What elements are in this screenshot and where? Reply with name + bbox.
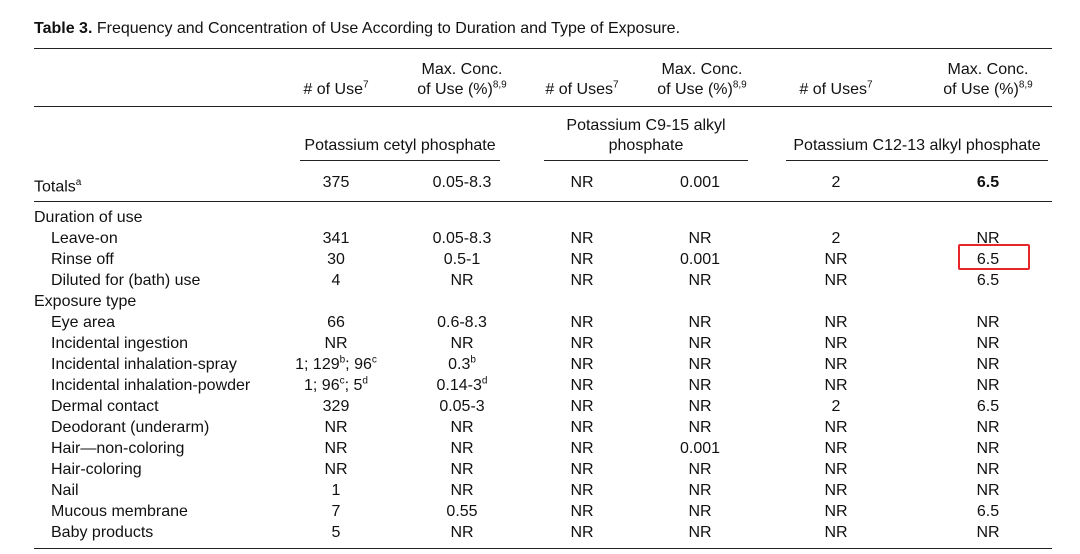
row-label: Baby products [51, 524, 154, 541]
table-row [0, 438, 1080, 459]
table-cell: NR [570, 230, 594, 247]
table-cell: NR [450, 440, 474, 457]
table-cell: NR [570, 356, 594, 373]
table-cell: NR [976, 230, 1000, 247]
table-row [0, 354, 1080, 375]
totals-rule [34, 201, 1052, 202]
table-cell: 341 [322, 230, 350, 247]
totals-cell: 375 [322, 174, 350, 191]
table-cell: NR [450, 524, 474, 541]
header-uses-b: # of Uses$^7$ [545, 79, 619, 98]
table-cell: NR [570, 314, 594, 331]
header-uses-a: # of Use$^7$ [303, 79, 369, 98]
table-cell: NR [824, 503, 848, 520]
table-cell: NR [976, 377, 1000, 394]
table-cell: 0.55 [446, 503, 478, 520]
table-cell: NR [976, 314, 1000, 331]
table-row [0, 480, 1080, 501]
table-cell: NR [824, 335, 848, 352]
table-row [0, 312, 1080, 333]
table-row [0, 270, 1080, 291]
table-cell: NR [570, 251, 594, 268]
table-cell: 6.5 [976, 398, 1000, 415]
table-cell: NR [570, 335, 594, 352]
row-label: Hair—non-coloring [51, 440, 185, 457]
table-cell: NR [570, 503, 594, 520]
table-cell: NR [570, 524, 594, 541]
table-cell: NR [688, 230, 712, 247]
table-cell: 1; 96$^c$; 5$^d$ [304, 375, 368, 394]
group-header-c9-15: Potassium C9-15 alkyl phosphate [566, 117, 726, 154]
table-cell: NR [824, 524, 848, 541]
table-cell: 1 [331, 482, 341, 499]
table-cell: 66 [327, 314, 345, 331]
table-cell: NR [688, 335, 712, 352]
header-maxconc-b: Max. Conc. of Use (%)$^{8,9}$ [657, 61, 747, 98]
table-caption-label: Table 3. [34, 20, 93, 37]
table-cell: NR [450, 335, 474, 352]
section-exposure: Exposure type [34, 293, 137, 310]
header-rule [34, 106, 1052, 107]
table-cell: NR [688, 272, 712, 289]
table-cell: NR [824, 377, 848, 394]
table-cell: NR [324, 419, 348, 436]
table-cell: NR [450, 461, 474, 478]
table-cell: 0.001 [679, 251, 721, 268]
table-cell: 30 [327, 251, 345, 268]
table-cell: NR [570, 398, 594, 415]
table-caption [34, 20, 680, 38]
table-cell: NR [824, 356, 848, 373]
table-cell: NR [450, 419, 474, 436]
table-cell: 0.6-8.3 [437, 314, 487, 331]
table-row [0, 228, 1080, 249]
group-rule-cetyl [300, 160, 500, 161]
header-maxconc-c: Max. Conc. of Use (%)$^{8,9}$ [943, 61, 1033, 98]
table-cell: NR [570, 272, 594, 289]
table-cell: NR [450, 272, 474, 289]
table-cell: NR [324, 461, 348, 478]
table-cell: NR [976, 482, 1000, 499]
table-cell: NR [976, 461, 1000, 478]
row-label: Leave-on [51, 230, 118, 247]
top-rule [34, 48, 1052, 49]
table-cell: NR [688, 398, 712, 415]
table-row [0, 459, 1080, 480]
table-cell: NR [824, 272, 848, 289]
table-cell: NR [688, 461, 712, 478]
table-cell: 0.05-3 [439, 398, 485, 415]
table-cell: 7 [331, 503, 341, 520]
row-label: Eye area [51, 314, 116, 331]
table-cell: 6.5 [976, 503, 1000, 520]
table-row [0, 417, 1080, 438]
table-cell: NR [570, 440, 594, 457]
row-label: Nail [51, 482, 79, 499]
section-duration: Duration of use [34, 209, 143, 226]
totals-cell: 0.05-8.3 [432, 174, 492, 191]
table-cell: NR [688, 356, 712, 373]
group-rule-c12-13 [786, 160, 1048, 161]
group-rule-c9-15 [544, 160, 748, 161]
table-row [0, 249, 1080, 270]
table-row [0, 396, 1080, 417]
table-cell: NR [824, 461, 848, 478]
row-label: Mucous membrane [51, 503, 188, 520]
table-cell: NR [824, 419, 848, 436]
row-label: Incidental ingestion [51, 335, 188, 352]
totals-cell: 2 [831, 174, 841, 191]
totals-cell: 6.5 [976, 174, 1000, 191]
table-cell: NR [976, 356, 1000, 373]
table-cell: NR [976, 440, 1000, 457]
table-cell: NR [976, 524, 1000, 541]
totals-cell: NR [570, 174, 594, 191]
table-caption-text: Frequency and Concentration of Use According to Duration and Type of Exposure. [96, 20, 681, 37]
table-row [0, 501, 1080, 522]
table-cell: NR [570, 377, 594, 394]
table-cell: NR [688, 314, 712, 331]
table-cell: 0.14-3$^d$ [436, 375, 488, 394]
header-uses-c: # of Uses$^7$ [799, 79, 873, 98]
table-cell: NR [324, 440, 348, 457]
table-cell: 4 [331, 272, 341, 289]
totals-row [0, 172, 1080, 196]
table-cell: NR [976, 335, 1000, 352]
bottom-rule [34, 548, 1052, 549]
group-header-cetyl: Potassium cetyl phosphate [304, 137, 496, 154]
table-cell: NR [824, 314, 848, 331]
table-cell: NR [688, 524, 712, 541]
table-cell: NR [688, 503, 712, 520]
table-row [0, 375, 1080, 396]
table-cell-highlighted: 6.5 [976, 251, 1000, 268]
table-cell: NR [824, 251, 848, 268]
table-cell: 5 [331, 524, 341, 541]
row-label: Incidental inhalation-spray [51, 356, 237, 373]
table-cell: 0.5-1 [443, 251, 481, 268]
row-label: Deodorant (underarm) [51, 419, 210, 436]
table-cell: NR [824, 440, 848, 457]
table-cell: 1; 129$^b$; 96$^c$ [295, 354, 377, 373]
table-cell: 0.05-8.3 [432, 230, 492, 247]
table-cell: NR [688, 377, 712, 394]
table-row [0, 522, 1080, 543]
table-cell: NR [976, 419, 1000, 436]
group-header-c12-13: Potassium C12-13 alkyl phosphate [793, 137, 1041, 154]
table-cell: NR [324, 335, 348, 352]
row-label: Hair-coloring [51, 461, 142, 478]
row-label: Dermal contact [51, 398, 159, 415]
row-label: Rinse off [51, 251, 114, 268]
table-cell: 2 [831, 230, 841, 247]
totals-label: Totals$^a$ [34, 177, 82, 196]
row-label: Diluted for (bath) use [51, 272, 201, 289]
table-cell: NR [824, 482, 848, 499]
table-cell: NR [570, 419, 594, 436]
table-row [0, 333, 1080, 354]
table-cell: 6.5 [976, 272, 1000, 289]
table-cell: NR [450, 482, 474, 499]
table-cell: 329 [322, 398, 350, 415]
table-cell: NR [688, 482, 712, 499]
totals-cell: 0.001 [679, 174, 721, 191]
row-label: Incidental inhalation-powder [51, 377, 251, 394]
table-cell: NR [570, 482, 594, 499]
header-maxconc-a: Max. Conc. of Use (%)$^{8,9}$ [417, 61, 507, 98]
table-cell: 0.001 [679, 440, 721, 457]
table-cell: NR [570, 461, 594, 478]
highlight-box [958, 244, 1030, 270]
table-cell: 2 [831, 398, 841, 415]
table-cell: NR [688, 419, 712, 436]
table-cell: 0.3$^b$ [448, 354, 476, 373]
